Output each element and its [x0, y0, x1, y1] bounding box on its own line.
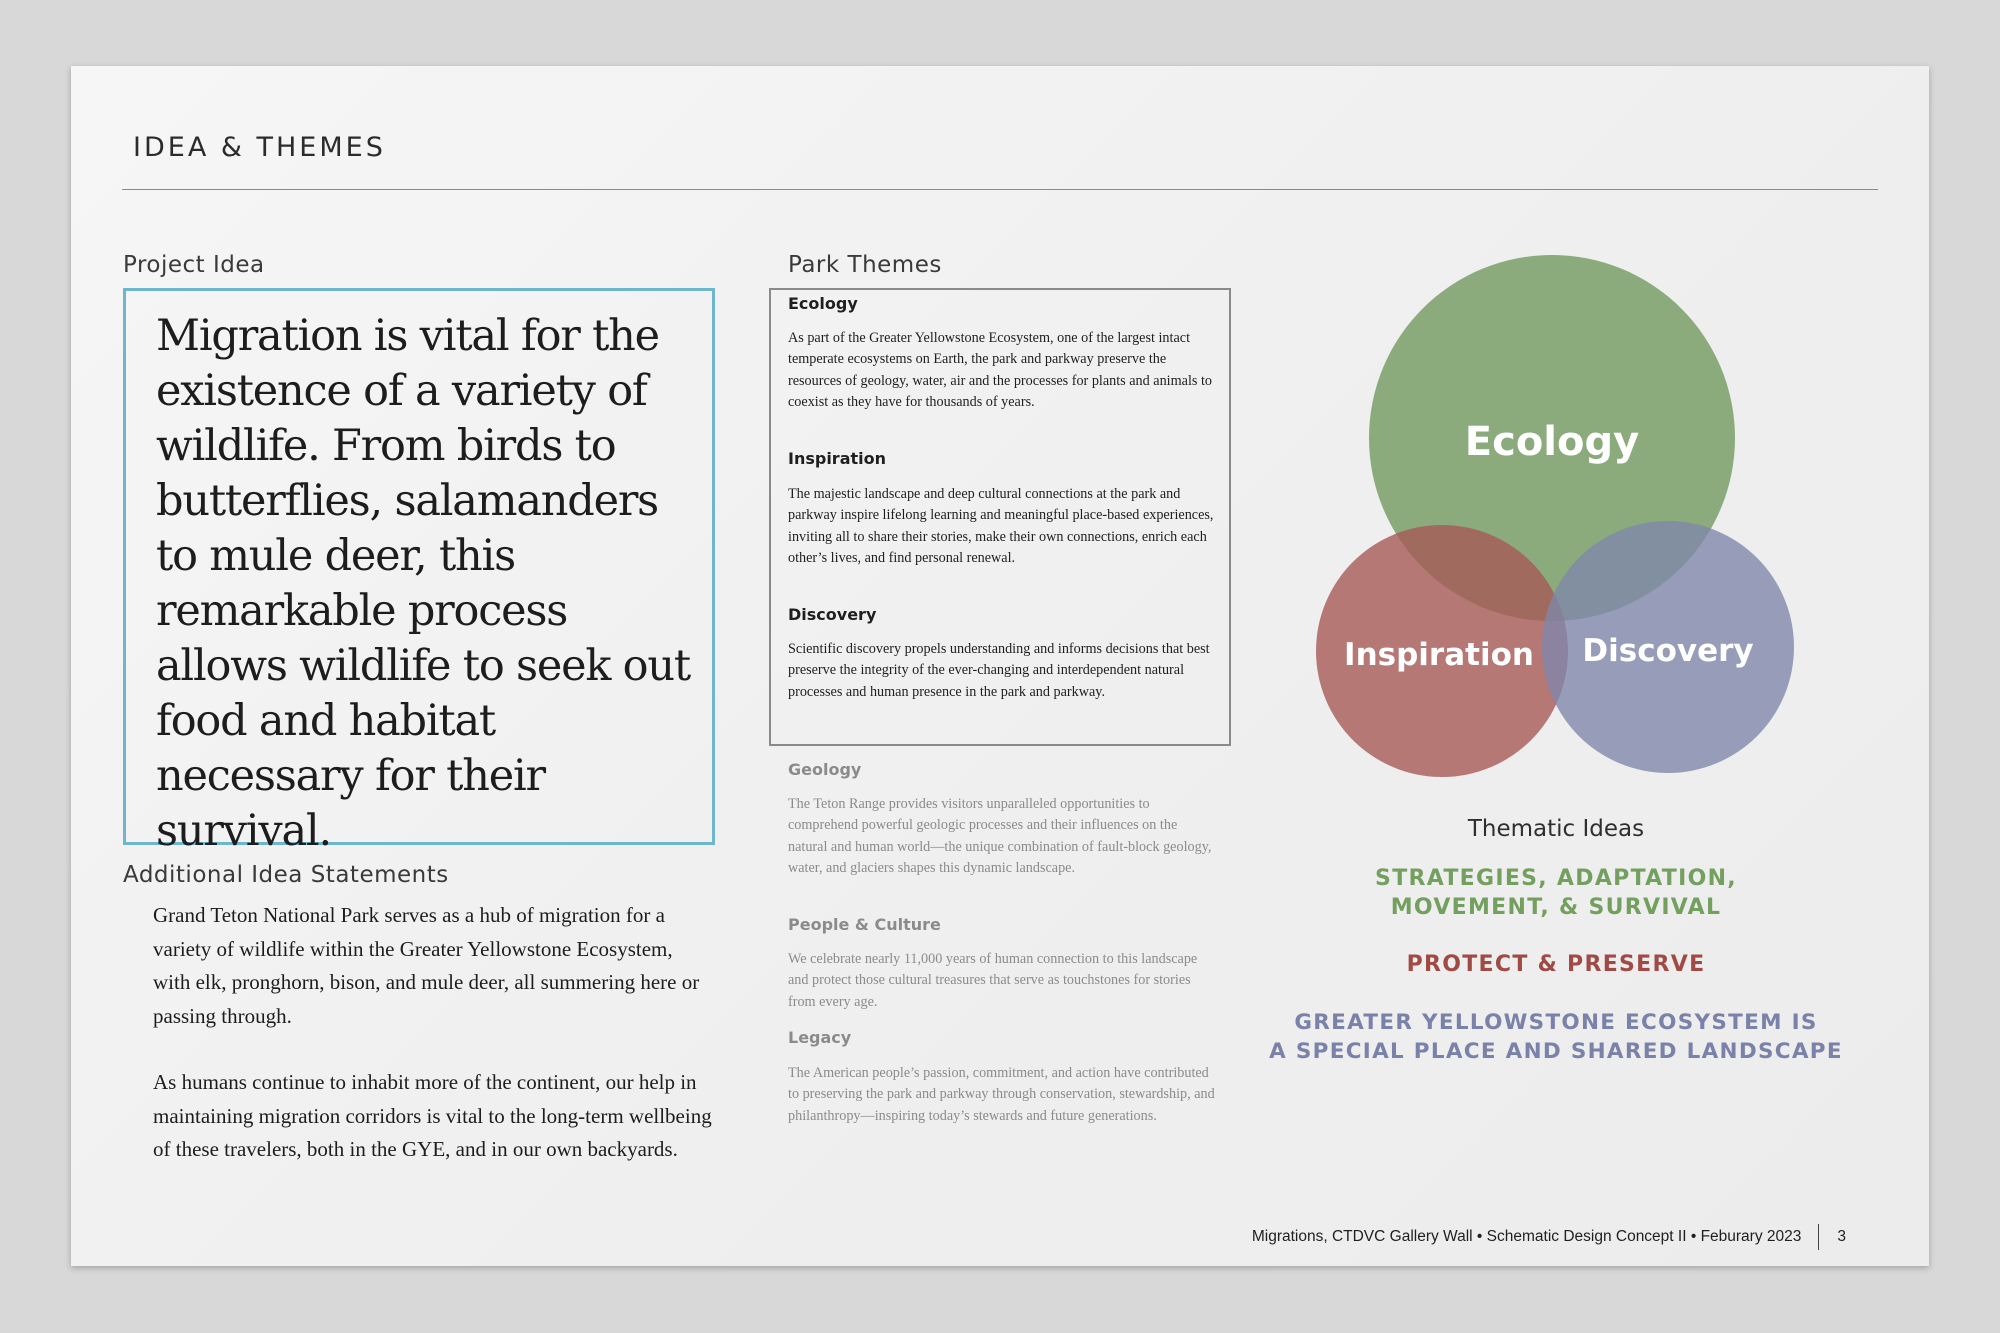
theme-body-inspiration: The majestic landscape and deep cultural connections at the park and parkway inspire lifelong learning and meaningful place-based experiences, inviting all to share their stories, make their own connections, enrich each other’s lives, and find personal renewal.: [788, 486, 1214, 566]
theme-title-inspiration: Inspiration: [788, 449, 887, 468]
project-idea-statement: Migration is vital for the existence of a variety of wildlife. From birds to butterflies, salamanders to mule deer, this remarkable process allows wildlife to seek out food and habitat necessary for their survival.: [156, 311, 690, 856]
additional-statements-label: Additional Idea Statements: [123, 862, 449, 888]
inspiration-label: Inspiration: [1344, 637, 1534, 673]
thematic-idea-strategies-line-2: MOVEMENT, & SURVIVAL: [1390, 895, 1722, 920]
page-title: IDEA & THEMES: [133, 132, 386, 163]
additional-paragraph-1: Grand Teton National Park serves as a hub of migration for a variety of wildlife within the Greater Yellowstone Ecosystem, with elk, pronghorn, bison, and mule deer, all summering here or passing through.: [153, 903, 700, 1028]
thematic-idea-gye-line-1: GREATER YELLOWSTONE ECOSYSTEM IS: [1294, 1010, 1818, 1035]
thematic-idea-strategies-line-1: STRATEGIES, ADAPTATION,: [1375, 866, 1737, 891]
footer-text: Migrations, CTDVC Gallery Wall • Schematic Design Concept II • Feburary 2023: [1251, 1228, 1802, 1245]
thematic-ideas-label: Thematic Ideas: [1467, 816, 1645, 842]
thematic-idea-gye-line-2: A SPECIAL PLACE AND SHARED LANDSCAPE: [1269, 1039, 1843, 1064]
park-themes-label: Park Themes: [788, 252, 942, 278]
theme-body-geology: The Teton Range provides visitors unparalleled opportunities to comprehend powerful geologic processes and their influences on the natural and human world—the unique combination of fault-block geology, water, and glaciers shapes this dynamic landscape.: [788, 796, 1212, 876]
themes-venn-diagram: [1300, 250, 1820, 790]
theme-title-legacy: Legacy: [788, 1028, 852, 1047]
project-idea-label: Project Idea: [123, 252, 265, 278]
header-divider: [122, 189, 1878, 190]
discovery-label: Discovery: [1582, 633, 1754, 669]
theme-title-geology: Geology: [788, 760, 862, 779]
additional-paragraph-2: As humans continue to inhabit more of the continent, our help in maintaining migration corridors is vital to the long-term wellbeing of these travelers, both in the GYE, and in our own backyards.: [153, 1070, 712, 1161]
page-number: 3: [1837, 1228, 1846, 1245]
theme-body-legacy: The American people’s passion, commitment, and action have contributed to preserving the park and parkway through conservation, stewardship, and philanthropy—inspiring today’s stewards and future generations.: [788, 1065, 1215, 1124]
theme-body-people-culture: We celebrate nearly 11,000 years of human connection to this landscape and protect those cultural treasures that serve as touchstones for stories from every age.: [788, 951, 1198, 1010]
footer-divider: [1818, 1224, 1819, 1250]
theme-body-ecology: As part of the Greater Yellowstone Ecosystem, one of the largest intact temperate ecosystems on Earth, the park and parkway preserve the resources of geology, water, air and the processes for plants and animals to coexist as they have for thousands of years.: [788, 330, 1212, 410]
thematic-idea-protect: PROTECT & PRESERVE: [1406, 952, 1706, 977]
page-footer: [1252, 1224, 1846, 1250]
theme-body-discovery: Scientific discovery propels understanding and informs decisions that best preserve the integrity of the ever-changing and interdependent natural processes and human presence in the park and parkway.: [788, 641, 1210, 700]
ecology-label: Ecology: [1464, 419, 1640, 465]
theme-title-ecology: Ecology: [788, 294, 858, 313]
theme-title-people-culture: People & Culture: [788, 915, 941, 934]
project-idea-box: [123, 288, 715, 856]
theme-title-discovery: Discovery: [788, 605, 877, 624]
